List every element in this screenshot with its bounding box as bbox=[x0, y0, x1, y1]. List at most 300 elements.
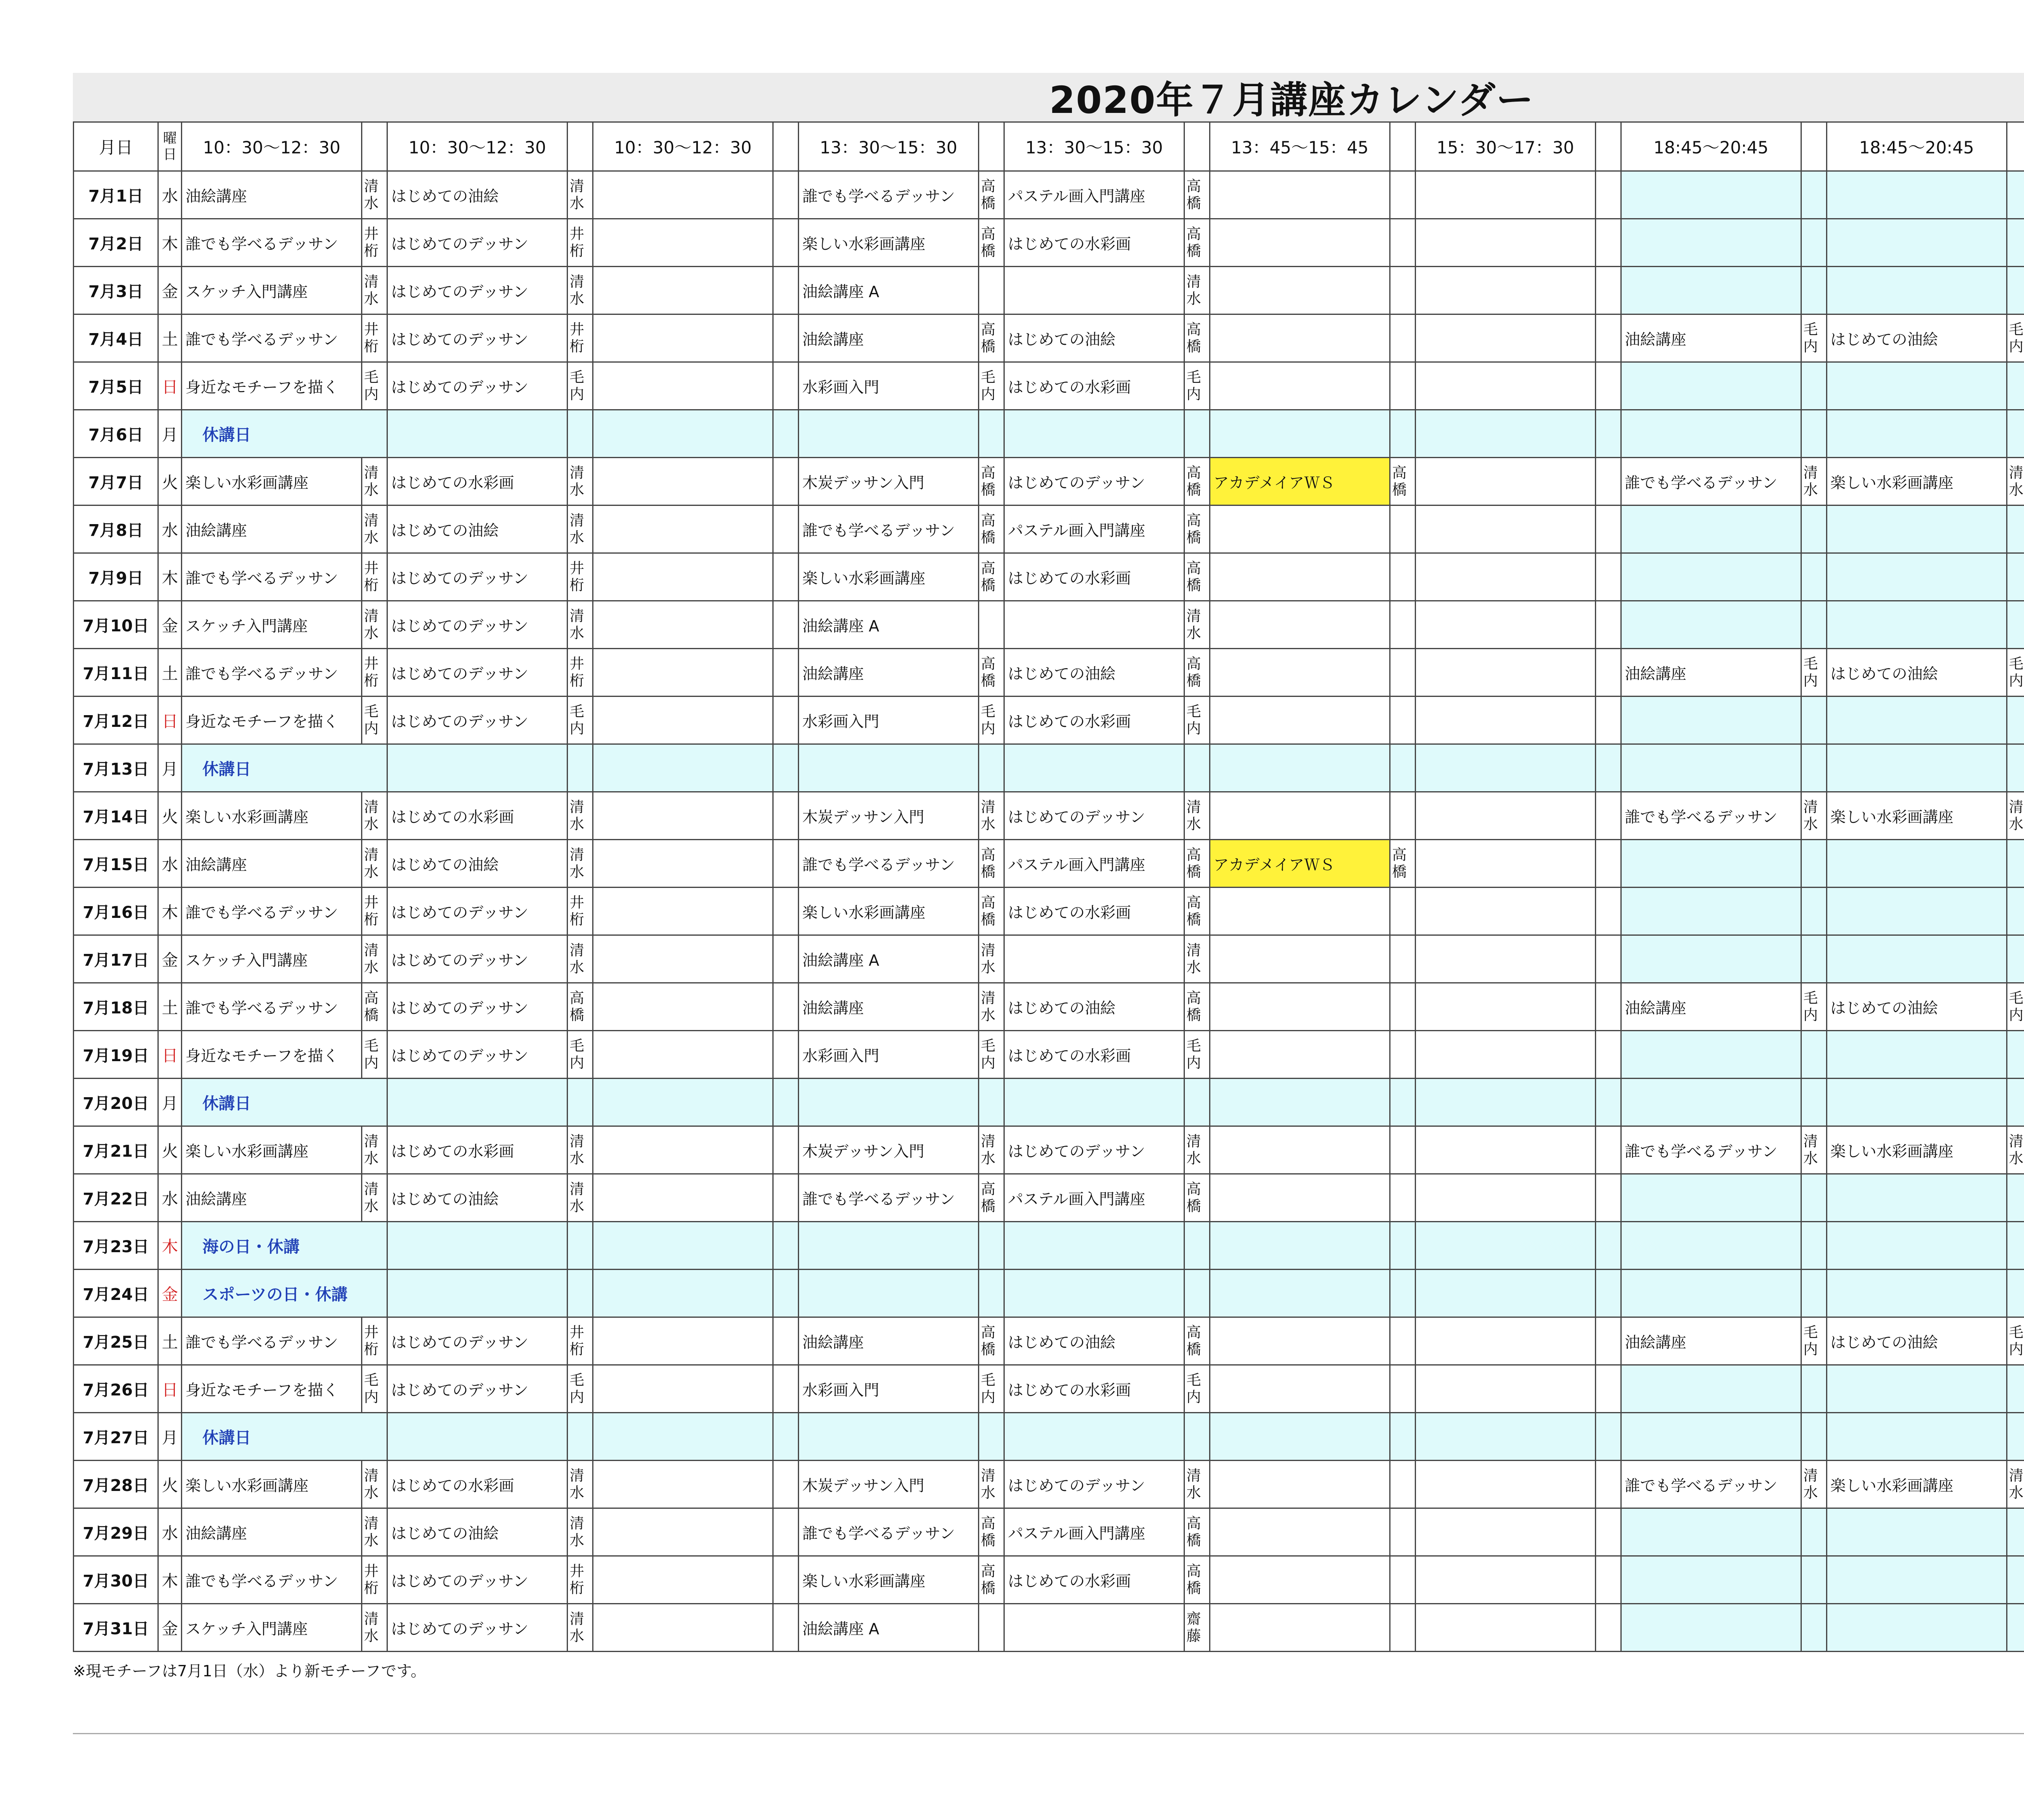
teacher-cell: 清水 bbox=[362, 1604, 387, 1652]
class-cell: 水彩画入門 bbox=[798, 1365, 978, 1413]
teacher-cell bbox=[773, 697, 799, 744]
class-cell bbox=[593, 649, 773, 697]
empty-cell bbox=[387, 410, 567, 458]
teacher-cell: 清水 bbox=[1801, 458, 1826, 505]
empty-cell bbox=[1415, 744, 1595, 792]
teacher-cell bbox=[1801, 840, 1826, 888]
class-cell: はじめての油絵 bbox=[387, 171, 567, 219]
teacher-cell: 高橋 bbox=[1390, 458, 1415, 505]
empty-cell bbox=[1595, 744, 1621, 792]
class-cell: 身近なモチーフを描く bbox=[182, 362, 362, 410]
teacher-cell: 高橋 bbox=[1390, 840, 1415, 888]
empty-cell bbox=[593, 1413, 773, 1461]
teacher-cell: 毛内 bbox=[1184, 362, 1210, 410]
teacher-cell bbox=[1801, 553, 1826, 601]
class-cell: 楽しい水彩画講座 bbox=[182, 1461, 362, 1508]
teacher-cell: 井桁 bbox=[568, 1556, 593, 1604]
weekday-cell: 水 bbox=[158, 1174, 182, 1222]
teacher-cell: 高橋 bbox=[978, 1317, 1004, 1365]
class-cell bbox=[1415, 1317, 1595, 1365]
teacher-cell: 高橋 bbox=[1184, 1317, 1210, 1365]
teacher-cell bbox=[773, 1126, 799, 1174]
column-header: 10：30〜12：30 bbox=[593, 122, 773, 171]
teacher-cell: 井桁 bbox=[362, 649, 387, 697]
class-cell: 誰でも学べるデッサン bbox=[1621, 792, 1801, 840]
teacher-cell bbox=[1595, 1174, 1621, 1222]
empty-cell bbox=[1004, 744, 1184, 792]
teacher-cell bbox=[978, 267, 1004, 314]
class-cell bbox=[1621, 1556, 1801, 1604]
class-cell: 身近なモチーフを描く bbox=[182, 1365, 362, 1413]
table-row bbox=[74, 649, 2024, 697]
class-cell: 油絵講座 A bbox=[798, 601, 978, 649]
teacher-cell: 清水 bbox=[568, 840, 593, 888]
teacher-cell: 高橋 bbox=[978, 1508, 1004, 1556]
teacher-cell bbox=[2007, 1174, 2024, 1222]
empty-cell bbox=[593, 1222, 773, 1270]
empty-cell bbox=[1390, 1222, 1415, 1270]
teacher-cell: 高橋 bbox=[1184, 888, 1210, 935]
weekday-cell: 土 bbox=[158, 314, 182, 362]
empty-cell bbox=[978, 1413, 1004, 1461]
class-cell: はじめてのデッサン bbox=[387, 267, 567, 314]
class-cell bbox=[1415, 1461, 1595, 1508]
class-cell: はじめての油絵 bbox=[387, 1174, 567, 1222]
empty-cell bbox=[773, 410, 799, 458]
class-cell bbox=[1210, 1461, 1390, 1508]
teacher-cell: 清水 bbox=[362, 1508, 387, 1556]
class-cell bbox=[1415, 1174, 1595, 1222]
class-cell bbox=[1210, 267, 1390, 314]
class-cell: 誰でも学べるデッサン bbox=[182, 219, 362, 267]
date-cell: 7月31日 bbox=[74, 1604, 158, 1652]
class-cell bbox=[593, 935, 773, 983]
weekday-cell: 水 bbox=[158, 171, 182, 219]
teacher-cell bbox=[1390, 1365, 1415, 1413]
class-cell bbox=[1210, 171, 1390, 219]
teacher-cell: 清水 bbox=[978, 792, 1004, 840]
class-cell bbox=[1415, 601, 1595, 649]
class-cell: パステル画入門講座 bbox=[1004, 505, 1184, 553]
teacher-cell: 井桁 bbox=[362, 888, 387, 935]
empty-cell bbox=[568, 410, 593, 458]
class-cell bbox=[1415, 1126, 1595, 1174]
teacher-cell bbox=[773, 792, 799, 840]
teacher-cell bbox=[1595, 458, 1621, 505]
empty-cell bbox=[1004, 1270, 1184, 1317]
teacher-cell bbox=[2007, 1556, 2024, 1604]
teacher-cell: 毛内 bbox=[1801, 983, 1826, 1031]
teacher-cell: 清水 bbox=[568, 792, 593, 840]
class-cell: 誰でも学べるデッサン bbox=[798, 840, 978, 888]
column-header: 10：30〜12：30 bbox=[182, 122, 362, 171]
empty-cell bbox=[387, 744, 567, 792]
teacher-cell bbox=[773, 314, 799, 362]
empty-cell bbox=[1801, 1413, 1826, 1461]
empty-cell bbox=[1826, 1413, 2007, 1461]
weekday-cell: 金 bbox=[158, 267, 182, 314]
empty-cell bbox=[387, 1270, 567, 1317]
class-cell: 誰でも学べるデッサン bbox=[182, 983, 362, 1031]
class-cell bbox=[1415, 888, 1595, 935]
class-cell bbox=[593, 553, 773, 601]
empty-cell bbox=[798, 1222, 978, 1270]
empty-cell bbox=[2007, 744, 2024, 792]
class-cell bbox=[1210, 553, 1390, 601]
class-cell: はじめての水彩画 bbox=[1004, 1556, 1184, 1604]
class-cell bbox=[593, 1508, 773, 1556]
holiday-cell: 休講日 bbox=[182, 744, 387, 792]
class-cell bbox=[1826, 362, 2007, 410]
class-cell bbox=[593, 219, 773, 267]
class-cell bbox=[1415, 1031, 1595, 1079]
date-cell: 7月7日 bbox=[74, 458, 158, 505]
empty-cell bbox=[1801, 1270, 1826, 1317]
teacher-cell: 清水 bbox=[362, 935, 387, 983]
empty-cell bbox=[568, 744, 593, 792]
class-cell bbox=[1621, 553, 1801, 601]
teacher-cell bbox=[1801, 171, 1826, 219]
class-cell: 油絵講座 bbox=[182, 1508, 362, 1556]
class-cell bbox=[1210, 219, 1390, 267]
class-cell bbox=[593, 1031, 773, 1079]
empty-cell bbox=[1184, 1079, 1210, 1126]
teacher-cell bbox=[1801, 935, 1826, 983]
teacher-cell: 清水 bbox=[1801, 1126, 1826, 1174]
class-cell bbox=[1826, 505, 2007, 553]
teacher-cell bbox=[1390, 601, 1415, 649]
class-cell: 身近なモチーフを描く bbox=[182, 1031, 362, 1079]
teacher-cell bbox=[773, 649, 799, 697]
teacher-cell bbox=[2007, 219, 2024, 267]
class-cell: 誰でも学べるデッサン bbox=[1621, 1461, 1801, 1508]
empty-cell bbox=[1826, 410, 2007, 458]
teacher-cell: 清水 bbox=[362, 267, 387, 314]
teacher-cell: 清水 bbox=[568, 1461, 593, 1508]
class-cell: はじめての油絵 bbox=[1826, 1317, 2007, 1365]
class-cell: 誰でも学べるデッサン bbox=[798, 171, 978, 219]
class-cell: 楽しい水彩画講座 bbox=[798, 553, 978, 601]
teacher-cell bbox=[1595, 840, 1621, 888]
teacher-cell bbox=[2007, 171, 2024, 219]
teacher-cell: 清水 bbox=[568, 505, 593, 553]
weekday-cell: 火 bbox=[158, 458, 182, 505]
teacher-cell bbox=[1390, 1031, 1415, 1079]
empty-cell bbox=[1184, 1413, 1210, 1461]
class-cell bbox=[1004, 935, 1184, 983]
class-cell: 楽しい水彩画講座 bbox=[1826, 1126, 2007, 1174]
class-cell bbox=[1210, 697, 1390, 744]
class-cell bbox=[1621, 505, 1801, 553]
teacher-cell: 清水 bbox=[1184, 1461, 1210, 1508]
class-cell bbox=[1826, 1031, 2007, 1079]
class-cell: 油絵講座 bbox=[1621, 1317, 1801, 1365]
teacher-cell: 清水 bbox=[362, 1126, 387, 1174]
teacher-cell: 毛内 bbox=[568, 1365, 593, 1413]
class-cell bbox=[1826, 219, 2007, 267]
class-cell: パステル画入門講座 bbox=[1004, 1174, 1184, 1222]
empty-cell bbox=[1595, 1270, 1621, 1317]
weekday-cell: 木 bbox=[158, 1222, 182, 1270]
class-cell: 油絵講座 bbox=[1621, 983, 1801, 1031]
teacher-cell bbox=[773, 171, 799, 219]
teacher-cell bbox=[1595, 505, 1621, 553]
teacher-cell bbox=[1390, 1317, 1415, 1365]
date-cell: 7月14日 bbox=[74, 792, 158, 840]
class-cell bbox=[1210, 983, 1390, 1031]
class-cell bbox=[1415, 458, 1595, 505]
table-row bbox=[74, 983, 2024, 1031]
class-cell: はじめての水彩画 bbox=[387, 458, 567, 505]
class-cell: 誰でも学べるデッサン bbox=[798, 505, 978, 553]
class-cell bbox=[1621, 1031, 1801, 1079]
class-cell bbox=[1415, 1556, 1595, 1604]
teacher-cell: 清水 bbox=[978, 1461, 1004, 1508]
teacher-cell bbox=[2007, 505, 2024, 553]
teacher-cell bbox=[1390, 219, 1415, 267]
class-cell: 誰でも学べるデッサン bbox=[1621, 458, 1801, 505]
teacher-cell bbox=[773, 601, 799, 649]
class-cell: 油絵講座 bbox=[798, 649, 978, 697]
teacher-cell bbox=[1595, 1317, 1621, 1365]
class-cell: スケッチ入門講座 bbox=[182, 1604, 362, 1652]
teacher-cell: 毛内 bbox=[362, 697, 387, 744]
table-row bbox=[74, 1604, 2024, 1652]
teacher-cell bbox=[1595, 649, 1621, 697]
weekday-cell: 金 bbox=[158, 1604, 182, 1652]
date-cell: 7月2日 bbox=[74, 219, 158, 267]
teacher-cell bbox=[1801, 888, 1826, 935]
teacher-cell: 毛内 bbox=[2007, 983, 2024, 1031]
class-cell bbox=[1210, 1365, 1390, 1413]
teacher-cell bbox=[2007, 553, 2024, 601]
class-cell: スケッチ入門講座 bbox=[182, 267, 362, 314]
teacher-cell: 毛内 bbox=[978, 697, 1004, 744]
column-header bbox=[1184, 122, 1210, 171]
teacher-cell: 清水 bbox=[1801, 792, 1826, 840]
class-cell: 楽しい水彩画講座 bbox=[1826, 792, 2007, 840]
teacher-cell: 井桁 bbox=[568, 1317, 593, 1365]
class-cell: はじめての水彩画 bbox=[387, 1126, 567, 1174]
teacher-cell: 清水 bbox=[1184, 935, 1210, 983]
teacher-cell: 高橋 bbox=[1184, 649, 1210, 697]
teacher-cell bbox=[773, 935, 799, 983]
empty-cell bbox=[1004, 1222, 1184, 1270]
class-cell bbox=[1004, 267, 1184, 314]
class-cell: 身近なモチーフを描く bbox=[182, 697, 362, 744]
class-cell bbox=[1415, 792, 1595, 840]
teacher-cell bbox=[1595, 1031, 1621, 1079]
weekday-cell: 水 bbox=[158, 505, 182, 553]
class-cell: 油絵講座 A bbox=[798, 935, 978, 983]
class-cell: スケッチ入門講座 bbox=[182, 935, 362, 983]
teacher-cell: 清水 bbox=[568, 1126, 593, 1174]
empty-cell bbox=[773, 744, 799, 792]
teacher-cell bbox=[773, 458, 799, 505]
weekday-cell: 土 bbox=[158, 983, 182, 1031]
teacher-cell bbox=[1390, 314, 1415, 362]
teacher-cell bbox=[773, 1174, 799, 1222]
empty-cell bbox=[1621, 1413, 1801, 1461]
table-row bbox=[74, 458, 2024, 505]
teacher-cell: 毛内 bbox=[978, 1031, 1004, 1079]
empty-cell bbox=[1595, 410, 1621, 458]
class-cell: はじめてのデッサン bbox=[1004, 1126, 1184, 1174]
teacher-cell bbox=[1390, 505, 1415, 553]
teacher-cell: 清水 bbox=[568, 935, 593, 983]
class-cell: はじめてのデッサン bbox=[387, 649, 567, 697]
table-row bbox=[74, 1222, 2024, 1270]
date-cell: 7月3日 bbox=[74, 267, 158, 314]
teacher-cell: 清水 bbox=[1184, 792, 1210, 840]
teacher-cell: 清水 bbox=[362, 1461, 387, 1508]
table-row bbox=[74, 362, 2024, 410]
teacher-cell: 毛内 bbox=[1801, 649, 1826, 697]
teacher-cell: 清水 bbox=[362, 792, 387, 840]
empty-cell bbox=[1826, 1222, 2007, 1270]
schedule-table bbox=[73, 121, 2024, 1652]
table-row bbox=[74, 697, 2024, 744]
teacher-cell: 清水 bbox=[568, 267, 593, 314]
class-cell bbox=[593, 1461, 773, 1508]
date-cell: 7月30日 bbox=[74, 1556, 158, 1604]
holiday-cell: 休講日 bbox=[182, 1413, 387, 1461]
class-cell: 油絵講座 bbox=[182, 505, 362, 553]
class-cell: 油絵講座 A bbox=[798, 1604, 978, 1652]
teacher-cell bbox=[1595, 1604, 1621, 1652]
class-cell: 楽しい水彩画講座 bbox=[182, 458, 362, 505]
teacher-cell: 井桁 bbox=[568, 553, 593, 601]
class-cell bbox=[1415, 1508, 1595, 1556]
table-row bbox=[74, 840, 2024, 888]
footnote: ※現モチーフは7月1日（水）より新モチーフです。 bbox=[73, 1662, 426, 1680]
teacher-cell: 毛内 bbox=[2007, 649, 2024, 697]
class-cell bbox=[593, 171, 773, 219]
weekday-cell: 水 bbox=[158, 840, 182, 888]
teacher-cell bbox=[1595, 1365, 1621, 1413]
teacher-cell: 清水 bbox=[568, 601, 593, 649]
teacher-cell: 高橋 bbox=[978, 840, 1004, 888]
class-cell: アカデメイアＷＳ bbox=[1210, 458, 1390, 505]
teacher-cell: 清水 bbox=[978, 1126, 1004, 1174]
class-cell: 油絵講座 bbox=[182, 840, 362, 888]
class-cell: 楽しい水彩画講座 bbox=[182, 792, 362, 840]
empty-cell bbox=[798, 1270, 978, 1317]
class-cell bbox=[1826, 1604, 2007, 1652]
table-row bbox=[74, 1079, 2024, 1126]
weekday-cell: 金 bbox=[158, 601, 182, 649]
class-cell: 楽しい水彩画講座 bbox=[182, 1126, 362, 1174]
class-cell: 楽しい水彩画講座 bbox=[798, 219, 978, 267]
teacher-cell bbox=[1801, 1365, 1826, 1413]
teacher-cell: 高橋 bbox=[978, 649, 1004, 697]
class-cell bbox=[1621, 171, 1801, 219]
empty-cell bbox=[1595, 1413, 1621, 1461]
class-cell bbox=[1415, 983, 1595, 1031]
empty-cell bbox=[1621, 1222, 1801, 1270]
teacher-cell: 清水 bbox=[2007, 458, 2024, 505]
empty-cell bbox=[1390, 1413, 1415, 1461]
empty-cell bbox=[1415, 1079, 1595, 1126]
table-row bbox=[74, 267, 2024, 314]
table-row bbox=[74, 1270, 2024, 1317]
class-cell bbox=[1415, 267, 1595, 314]
class-cell: 油絵講座 bbox=[798, 314, 978, 362]
empty-cell bbox=[1801, 1222, 1826, 1270]
teacher-cell bbox=[1390, 362, 1415, 410]
teacher-cell: 清水 bbox=[2007, 792, 2024, 840]
teacher-cell bbox=[773, 362, 799, 410]
class-cell: 誰でも学べるデッサン bbox=[182, 1317, 362, 1365]
class-cell: 誰でも学べるデッサン bbox=[182, 649, 362, 697]
empty-cell bbox=[1004, 410, 1184, 458]
class-cell bbox=[1621, 1174, 1801, 1222]
weekday-cell: 月 bbox=[158, 1413, 182, 1461]
class-cell bbox=[1621, 935, 1801, 983]
teacher-cell bbox=[1801, 601, 1826, 649]
empty-cell bbox=[2007, 1270, 2024, 1317]
class-cell: はじめてのデッサン bbox=[387, 601, 567, 649]
class-cell bbox=[1621, 888, 1801, 935]
class-cell bbox=[1621, 1604, 1801, 1652]
class-cell: はじめてのデッサン bbox=[1004, 792, 1184, 840]
date-cell: 7月6日 bbox=[74, 410, 158, 458]
class-cell: 油絵講座 bbox=[182, 1174, 362, 1222]
teacher-cell: 井桁 bbox=[568, 314, 593, 362]
teacher-cell bbox=[2007, 935, 2024, 983]
empty-cell bbox=[1390, 744, 1415, 792]
empty-cell bbox=[1595, 1079, 1621, 1126]
teacher-cell bbox=[1390, 1461, 1415, 1508]
class-cell: はじめての水彩画 bbox=[1004, 553, 1184, 601]
teacher-cell bbox=[773, 983, 799, 1031]
class-cell: はじめての油絵 bbox=[1826, 314, 2007, 362]
teacher-cell bbox=[1595, 697, 1621, 744]
empty-cell bbox=[593, 410, 773, 458]
teacher-cell bbox=[1390, 553, 1415, 601]
table-row bbox=[74, 1031, 2024, 1079]
teacher-cell bbox=[773, 505, 799, 553]
holiday-cell: スポーツの日・休講 bbox=[182, 1270, 387, 1317]
class-cell: はじめての水彩画 bbox=[387, 1461, 567, 1508]
class-cell bbox=[1415, 362, 1595, 410]
holiday-cell: 休講日 bbox=[182, 410, 387, 458]
class-cell: 誰でも学べるデッサン bbox=[182, 888, 362, 935]
class-cell: 楽しい水彩画講座 bbox=[1826, 458, 2007, 505]
table-row bbox=[74, 410, 2024, 458]
teacher-cell bbox=[773, 1556, 799, 1604]
class-cell bbox=[1415, 314, 1595, 362]
class-cell: はじめての油絵 bbox=[1826, 983, 2007, 1031]
teacher-cell bbox=[773, 267, 799, 314]
weekday-cell: 火 bbox=[158, 1126, 182, 1174]
class-cell bbox=[1004, 601, 1184, 649]
date-cell: 7月27日 bbox=[74, 1413, 158, 1461]
class-cell bbox=[593, 697, 773, 744]
weekday-cell: 火 bbox=[158, 792, 182, 840]
teacher-cell bbox=[773, 1604, 799, 1652]
class-cell bbox=[1826, 1508, 2007, 1556]
teacher-cell: 井桁 bbox=[362, 1317, 387, 1365]
class-cell: パステル画入門講座 bbox=[1004, 1508, 1184, 1556]
teacher-cell: 清水 bbox=[362, 505, 387, 553]
class-cell bbox=[1621, 601, 1801, 649]
empty-cell bbox=[593, 1270, 773, 1317]
class-cell: はじめての油絵 bbox=[1826, 649, 2007, 697]
teacher-cell: 清水 bbox=[362, 840, 387, 888]
empty-cell bbox=[387, 1079, 567, 1126]
teacher-cell: 毛内 bbox=[568, 1031, 593, 1079]
